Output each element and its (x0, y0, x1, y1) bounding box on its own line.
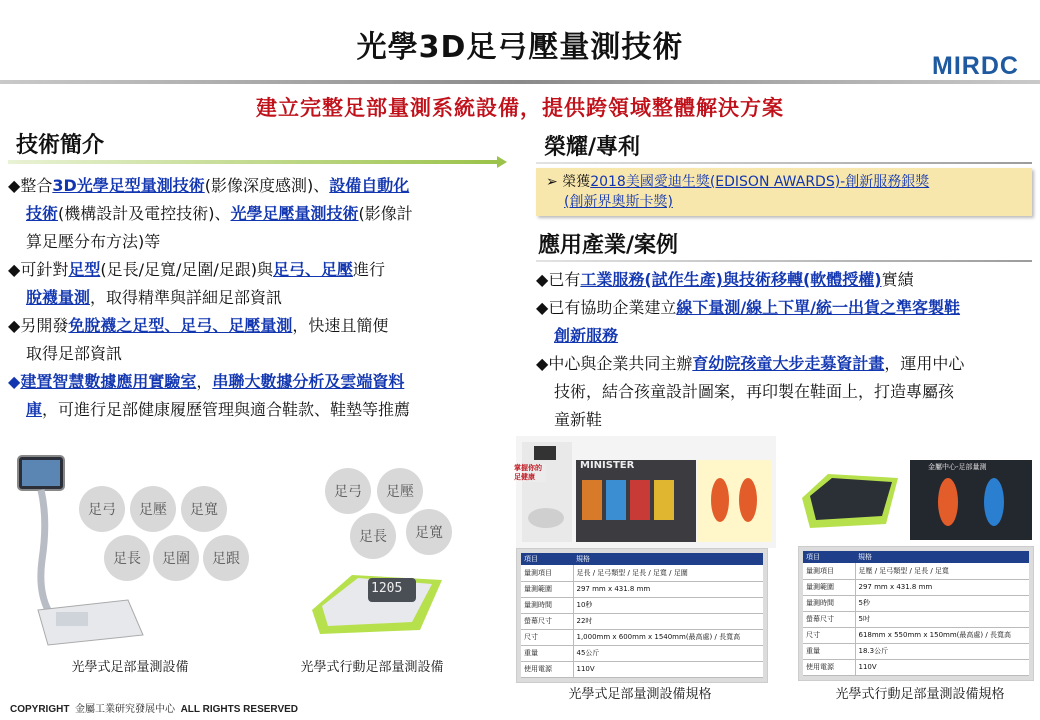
keyword-link: 足弓、足壓 (273, 260, 354, 279)
bullet-diamond-icon: ◆ (536, 298, 549, 317)
bullet-diamond-icon: ◆ (8, 260, 21, 279)
table-row: 量測時間 10秒 (521, 597, 763, 613)
table-row: 重量 45公斤 (521, 645, 763, 661)
page-subtitle: 建立完整足部量測系統設備，提供跨領域整體解決方案 (256, 96, 784, 120)
applications-list (536, 266, 1040, 434)
keyword-link: 建置智慧數據應用實驗室 (20, 372, 197, 391)
copyright-footer: COPYRIGHT 金屬工業研究發展中心 ALL RIGHTS RESERVED (10, 704, 299, 715)
keyword-link: 庫 (26, 400, 43, 419)
award-link: 2018美國愛迪生獎(EDISON AWARDS)-創新服務銀獎 (590, 174, 930, 190)
bubble-heel: 足跟 (203, 535, 249, 581)
keyword-link: 3D光學足型量測技術 (52, 176, 205, 195)
bubble-length: 足長 (350, 513, 396, 559)
section-divider (536, 162, 1032, 164)
spec-table-b (798, 546, 1034, 681)
keyword-link: 光學足壓量測技術 (230, 204, 359, 223)
section-divider (536, 260, 1032, 262)
bullet-diamond-icon: ◆ (536, 270, 549, 289)
bubble-arch: 足弓 (325, 468, 371, 514)
health-badge: 掌握你的足健康 (514, 464, 546, 482)
table-row: 尺寸 618mm x 550mm x 150mm(最高處) / 長寬高 (803, 627, 1029, 643)
bubble-width: 足寬 (406, 509, 452, 555)
keyword-link: 創新服務 (554, 326, 619, 345)
bubble-pressure: 足壓 (377, 468, 423, 514)
bullet-diamond-icon: ◆ (536, 354, 549, 373)
portable-software-screenshot (798, 458, 1034, 544)
award-link-secondary: (創新界奧斯卡獎) (564, 194, 673, 210)
bullet-item-3: ◆另開發免脫襪之足型、足弓、足壓量測，快速且簡便 取得足部資訊 (8, 316, 389, 363)
app-item-1: ◆已有工業服務(試作生產)與技術移轉(軟體授權)實績 (536, 270, 914, 289)
bubble-arch: 足弓 (79, 486, 125, 532)
section-arrow-line (8, 160, 498, 164)
caption-device-a: 光學式足部量測設備 (71, 660, 189, 675)
section-title-tech-intro: 技術簡介 (16, 133, 105, 158)
caption-spec-a: 光學式足部量測設備規格 (568, 687, 712, 702)
bullet-item-1: ◆整合3D光學足型量測技術(影像深度感測)、設備自動化 技術(機構設計及電控技術)、光學足壓量測技術(影像計 算足壓分布方法)等 (8, 176, 413, 251)
bullet-item-2: ◆可針對足型(足長/足寬/足圍/足跟)與足弓、足壓進行 脫襪量測，取得精準與詳細足部資訊 (8, 260, 386, 307)
table-header: 規格 (573, 553, 763, 565)
screen-brand-label: MINISTER (580, 460, 635, 471)
caption-device-b: 光學式行動足部量測設備 (300, 660, 444, 675)
bubble-length: 足長 (104, 535, 150, 581)
keyword-link: 串聯大數據分析及雲端資料 (212, 372, 405, 391)
app-item-2: ◆已有協助企業建立線下量測/線上下單/統一出貨之準客製鞋 創新服務 (536, 294, 1040, 350)
table-row: 使用電源 110V (803, 659, 1029, 675)
section-title-applications: 應用產業/案例 (538, 233, 679, 258)
spec-table-a (516, 548, 768, 683)
table-row: 量測項目 足壓 / 足弓類型 / 足長 / 足寬 (803, 563, 1029, 579)
table-header: 項目 (803, 551, 855, 563)
keyword-link: 脫襪量測 (26, 288, 91, 307)
app-item-3: ◆中心與企業共同主辦育幼院孩童大步走募資計畫，運用中心 技術，結合孩童設計圖案，再印製在鞋面上，打造專屬孩 童新鞋 (536, 354, 965, 429)
award-box: ➢ 榮獲2018美國愛迪生獎(EDISON AWARDS)-創新服務銀獎 (創新界奧斯卡獎) (536, 168, 1032, 216)
portable-scale-illustration (292, 560, 452, 645)
table-header: 規格 (855, 551, 1029, 563)
table-row: 使用電源 110V (521, 661, 763, 677)
table-row: 重量 18.3公斤 (803, 643, 1029, 659)
table-row: 尺寸 1,000mm x 600mm x 1540mm(最高處) / 長寬高 (521, 629, 763, 645)
bullet-diamond-icon: ◆ (8, 372, 21, 391)
screen-title-label: 金屬中心-足部量測 (928, 463, 987, 471)
bubble-girth: 足圍 (153, 535, 199, 581)
tech-intro-list (8, 172, 508, 424)
keyword-link: 免脫襪之足型、足弓、足壓量測 (68, 316, 293, 335)
keyword-link: 設備自動化 (329, 176, 410, 195)
table-row: 量測項目 足長 / 足弓類型 / 足長 / 足寬 / 足圍 (521, 565, 763, 581)
table-row: 量測範圍 297 mm x 431.8 mm (521, 581, 763, 597)
bubble-pressure: 足壓 (130, 486, 176, 532)
bullet-diamond-icon: ◆ (8, 176, 21, 195)
table-header: 項目 (521, 553, 573, 565)
table-row: 螢幕尺寸 22吋 (521, 613, 763, 629)
kiosk-software-screenshot (516, 436, 776, 548)
keyword-link: 足型 (68, 260, 101, 279)
table-row: 螢幕尺寸 5吋 (803, 611, 1029, 627)
keyword-link: 育幼院孩童大步走募資計畫 (692, 354, 885, 373)
scale-display-readout: 1205 (371, 581, 403, 596)
arrow-marker-icon: ➢ (546, 174, 558, 190)
bullet-item-4: ◆建置智慧數據應用實驗室，串聯大數據分析及雲端資料 庫，可進行足部健康履歷管理與適合鞋款、鞋墊等推薦 (8, 372, 411, 419)
page-title: 光學3D足弓壓量測技術 (356, 30, 684, 65)
caption-spec-b: 光學式行動足部量測設備規格 (835, 687, 1005, 702)
keyword-link: 線下量測/線上下單/統一出貨之準客製鞋 (676, 298, 961, 317)
header-divider (0, 80, 1040, 84)
keyword-link: 工業服務(試作生產)與技術移轉(軟體授權) (580, 270, 882, 289)
bullet-diamond-icon: ◆ (8, 316, 21, 335)
table-row: 量測範圍 297 mm x 431.8 mm (803, 579, 1029, 595)
bubble-width: 足寬 (181, 486, 227, 532)
section-title-honors: 榮耀/專利 (544, 135, 641, 160)
table-row: 量測時間 5秒 (803, 595, 1029, 611)
mirdc-logo: MIRDC (932, 52, 1019, 80)
keyword-link: 技術 (26, 204, 59, 223)
